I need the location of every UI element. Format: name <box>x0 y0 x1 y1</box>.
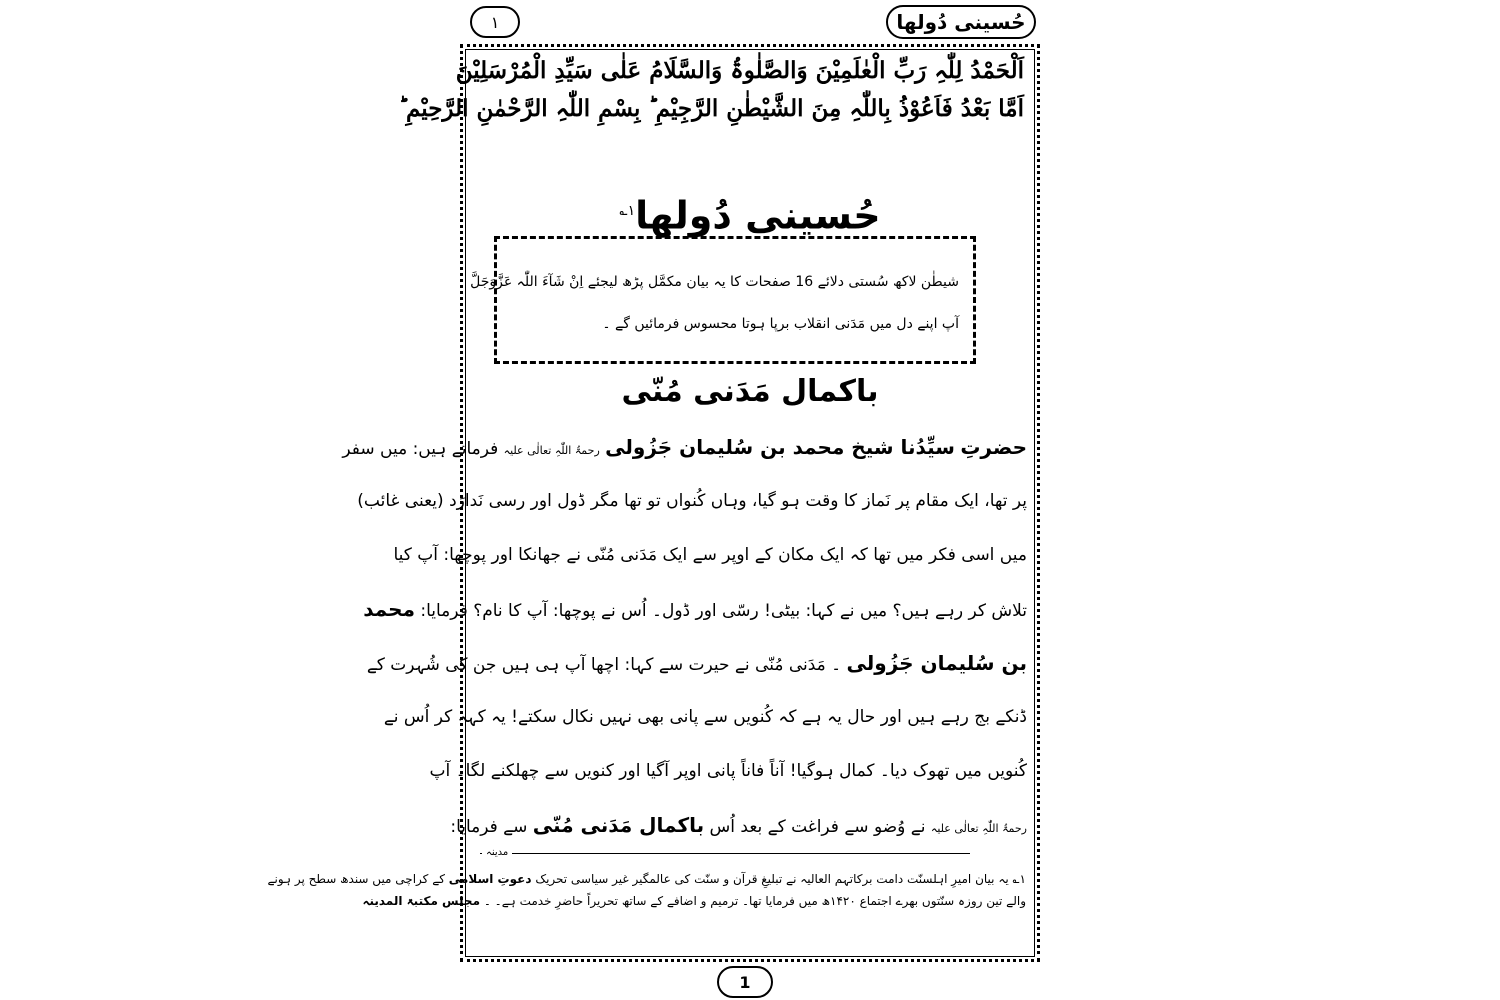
footnote-line-1-b: کے کراچی میں سندھ سطح پر ہونے <box>267 872 445 886</box>
notice-line-2: آپ اپنے دل میں مَدَنی انقلاب برپا ہوتا محسوس فرمائیں گے ۔ <box>602 316 959 332</box>
footnote-line-2-a: والے تین روزہ سنّتوں بھرے اجتماع ۱۴۲۰ھ میں فرمایا تھا۔ ترمیم و اضافے کے ساتھ تحریراً حاضرِ خدمت ہے۔ ۔ <box>483 894 1026 908</box>
body-line-6: ڈنکے بج رہے ہیں اور حال یہ ہے کہ کُنویں سے پانی بھی نہیں نکال سکتے! یہ کہہ کر اُس نے <box>383 707 1027 727</box>
body-line-7: کُنویں میں تھوک دیا۔ کمال ہوگیا! آناً فاناً پانی اوپر آگیا اور کنویں سے چھلکنے لگا۔ آپ <box>429 761 1027 781</box>
main-title <box>470 186 1030 241</box>
footnote-line-2 <box>362 890 1026 912</box>
body-line-8 <box>450 798 1027 852</box>
body-line-1-name: سیِّدُنا شیخ محمد بن سُلیمان جَزُولی <box>605 435 955 459</box>
footnote <box>267 868 1026 912</box>
footnote-line-1-bold: دعوتِ اسلامی <box>448 872 532 886</box>
footnote-divider <box>480 853 970 854</box>
body-text <box>342 420 1027 852</box>
divider-label: مدینہ <box>482 847 512 858</box>
footnote-line-1-a: ۱؎ یہ بیان امیرِ اہلسنّت دامت برکاتہم العالیہ نے تبلیغِ قرآن و سنّت کی عالمگیر غیر سیاسی تحریک <box>535 872 1026 886</box>
invocation-block <box>398 52 1030 128</box>
footer-page-number-badge <box>717 966 773 998</box>
footer-page-number: 1 <box>739 972 751 992</box>
header-title: حُسینی دُولھا <box>896 10 1026 34</box>
footnote-line-2-bold: مجلس مکتبۃ المدینہ <box>362 894 480 908</box>
body-line-2: پر تھا، ایک مقام پر نَماز کا وقت ہو گیا، وہاں کُنواں تو تھا مگر ڈول اور رسی نَدارَد (یعنی غائب) <box>357 491 1027 511</box>
header-title-badge <box>886 5 1036 39</box>
body-line-8-text-a: نے وُضو سے فراغت کے بعد اُس <box>709 817 926 837</box>
notice-line-1: شیطٰن لاکھ سُستی دلائے 16 صفحات کا یہ بیان مکمَّل پڑھ لیجئے اِنْ شَآءَ اللّٰہ عَزَّوَجَلَّ <box>470 274 959 290</box>
section-title: باکمال مَدَنی مُنّی <box>621 374 879 409</box>
body-line-5 <box>366 636 1027 690</box>
body-line-3: میں اسی فکر میں تھا کہ ایک مکان کے اوپر سے ایک مَدَنی مُنّی نے جھانکا اور پوچھا: آپ کیا <box>393 545 1027 565</box>
header-page-number: ۱ <box>490 12 500 32</box>
body-line-4-bold: محمد <box>363 597 415 621</box>
notice-box <box>470 236 976 364</box>
invocation-line-1: اَلْحَمْدُ لِلّٰہِ رَبِّ الْعٰلَمِیْنَ وَالصَّلٰوۃُ وَالسَّلَامُ عَلٰی سَیِّدِ الْمُرْسَلِیْنَ <box>455 57 1024 84</box>
body-line-1 <box>342 420 1027 474</box>
body-line-1-rest: فرماتے ہیں: میں سفر <box>342 439 499 459</box>
footnote-line-1 <box>267 868 1026 890</box>
body-line-1-honorific: رحمۃُ اللّٰہِ تعالٰی علیہ <box>503 444 600 457</box>
header-page-number-badge <box>470 6 520 38</box>
invocation-line-2: اَمَّا بَعْدُ فَاَعُوْذُ بِاللّٰہِ مِنَ الشَّیْطٰنِ الرَّجِیْمِ ؕ بِسْمِ اللّٰہِ الرَّحْمٰنِ الرَّحِیْمِ ؕ <box>398 95 1024 122</box>
body-line-4 <box>363 582 1027 636</box>
body-line-5-rest: ۔ مَدَنی مُنّی نے حیرت سے کہا: اچھا آپ ہی ہیں جن کی شُہرت کے <box>366 655 842 675</box>
body-line-8-bold: باکمال مَدَنی مُنّی <box>532 813 705 837</box>
body-line-8-honorific: رحمۃُ اللّٰہِ تعالٰی علیہ <box>930 822 1027 835</box>
body-line-8-text-b: سے فرمایا: <box>450 817 528 837</box>
footnote-mark: ۱؎ <box>619 203 636 219</box>
body-line-5-bold: بن سُلیمان جَزُولی <box>846 651 1027 675</box>
body-line-1-bold: حضرتِ <box>960 435 1027 459</box>
main-title-text: حُسینی دُولھا <box>635 193 881 238</box>
body-line-4-text: تلاش کر رہے ہیں؟ میں نے کہا: بیٹی! رسّی اور ڈول۔ اُس نے پوچھا: آپ کا نام؟ فرمایا: <box>420 601 1027 621</box>
